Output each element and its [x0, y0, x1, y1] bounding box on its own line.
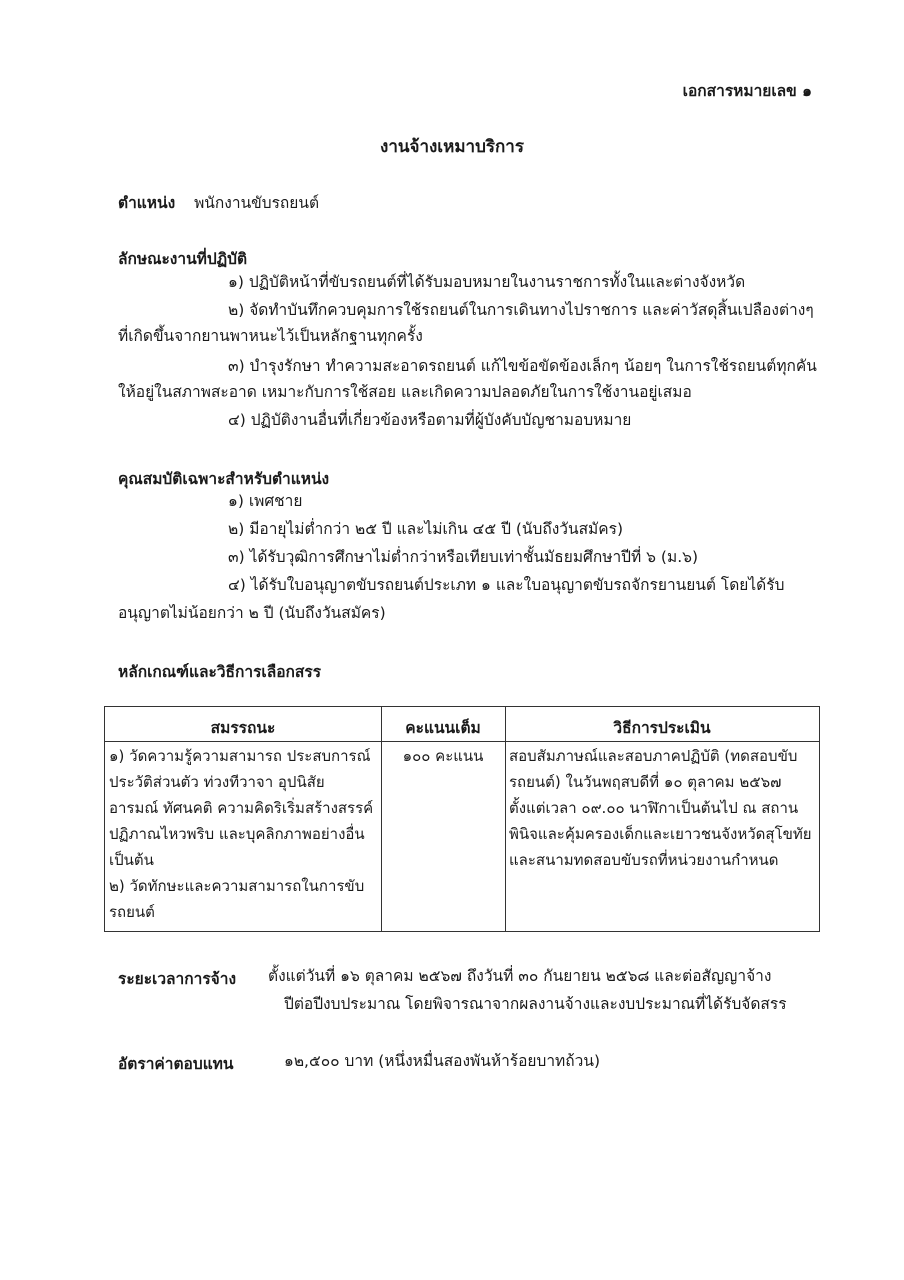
period-line: ตั้งแต่วันที่ ๑๖ ตุลาคม ๒๕๖๗ ถึงวันที่ ๓๐ กันยายน ๒๕๖๘ และต่อสัญญาจ้าง [268, 967, 772, 985]
duties-heading: ลักษณะงานที่ปฏิบัติ [118, 250, 248, 268]
qualification-item: ๔) ได้รับใบอนุญาตขับรถยนต์ประเภท ๑ และใบอนุญาตขับรถจักรยานยนต์ โดยได้รับ [228, 576, 785, 594]
competency-line: ๒) วัดทักษะและความสามารถในการขับ [109, 877, 365, 895]
competency-line: ๑) วัดความรู้ความสามารถ ประสบการณ์ [109, 747, 371, 765]
compensation-label: อัตราค่าตอบแทน [118, 1055, 234, 1073]
period-line: ปีต่อปีงบประมาณ โดยพิจารณาจากผลงานจ้างและงบประมาณที่ได้รับจัดสรร [284, 995, 787, 1013]
method-line: พินิจและคุ้มครองเด็กและเยาวชนจังหวัดสุโขทัย [509, 825, 812, 843]
competency-line: ประวัติส่วนตัว ท่วงทีวาจา อุปนิสัย [109, 773, 325, 791]
document-title: งานจ้างเหมาบริการ [380, 137, 524, 157]
position-row [118, 190, 319, 215]
qualification-item: ๓) ได้รับวุฒิการศึกษาไม่ต่ำกว่าหรือเทียบเท่าชั้นมัธยมศึกษาปีที่ ๖ (ม.๖) [228, 548, 699, 566]
table-column-divider [381, 707, 382, 931]
header-competency: สมรรถนะ [210, 719, 276, 737]
competency-line: รถยนต์ [109, 903, 155, 921]
method-line: รถยนต์) ในวันพฤสบดีที่ ๑๐ ตุลาคม ๒๕๖๗ [509, 773, 782, 791]
method-line: และสนามทดสอบขับรถที่หน่วยงานกำหนด [509, 851, 779, 869]
duty-item: ๓) บำรุงรักษา ทำความสะอาดรถยนต์ แก้ไขข้อขัดข้องเล็กๆ น้อยๆ ในการใช้รถยนต์ทุกคัน [228, 357, 817, 375]
table-header-divider [105, 741, 819, 742]
selection-table [104, 706, 820, 932]
duty-item-continued: ให้อยู่ในสภาพสะอาด เหมาะกับการใช้สอย และเกิดความปลอดภัยในการใช้งานอยู่เสมอ [118, 383, 692, 401]
period-label: ระยะเวลาการจ้าง [118, 970, 237, 988]
competency-cell [109, 743, 379, 925]
compensation-value: ๑๒,๕๐๐ บาท (หนึ่งหมื่นสองพันห้าร้อยบาทถ้วน) [284, 1052, 600, 1070]
score-cell: ๑๐๐ คะแนน [402, 747, 484, 765]
duty-item: ๑) ปฏิบัติหน้าที่ขับรถยนต์ที่ได้รับมอบหมายในงานราชการทั้งในและต่างจังหวัด [228, 273, 746, 291]
qualification-item-continued: อนุญาตไม่น้อยกว่า ๒ ปี (นับถึงวันสมัคร) [118, 604, 386, 622]
table-column-divider [505, 707, 506, 931]
duty-item-continued: ที่เกิดขึ้นจากยานพาหนะไว้เป็นหลักฐานทุกครั้ง [118, 327, 423, 345]
qualification-item: ๒) มีอายุไม่ต่ำกว่า ๒๕ ปี และไม่เกิน ๔๕ ปี (นับถึงวันสมัคร) [228, 520, 623, 538]
qualifications-heading: คุณสมบัติเฉพาะสำหรับตำแหน่ง [118, 470, 330, 488]
position-label: ตำแหน่ง [118, 194, 176, 212]
document-number: เอกสารหมายเลข ๑ [682, 82, 812, 100]
method-line: สอบสัมภาษณ์และสอบภาคปฏิบัติ (ทดสอบขับ [509, 747, 798, 765]
header-full-score: คะแนนเต็ม [405, 719, 481, 737]
competency-line: เป็นต้น [109, 851, 154, 869]
competency-line: อารมณ์ ทัศนคติ ความคิดริเริ่มสร้างสรรค์ [109, 799, 374, 817]
competency-line: ปฏิภาณไหวพริบ และบุคลิกภาพอย่างอื่น [109, 825, 365, 843]
selection-heading: หลักเกณฑ์และวิธีการเลือกสรร [118, 663, 322, 681]
duty-item: ๔) ปฏิบัติงานอื่นที่เกี่ยวข้องหรือตามที่ผู้บังคับบัญชามอบหมาย [228, 411, 632, 429]
header-assessment-method: วิธีการประเมิน [613, 719, 711, 737]
qualification-item: ๑) เพศชาย [228, 492, 303, 510]
method-line: ตั้งแต่เวลา ๐๙.๐๐ นาฬิกาเป็นต้นไป ณ สถาน [509, 799, 799, 817]
method-cell [509, 743, 819, 873]
position-value: พนักงานขับรถยนต์ [194, 194, 320, 212]
duty-item: ๒) จัดทำบันทึกควบคุมการใช้รถยนต์ในการเดินทางไปราชการ และค่าวัสดุสิ้นเปลืองต่างๆ [228, 301, 814, 319]
